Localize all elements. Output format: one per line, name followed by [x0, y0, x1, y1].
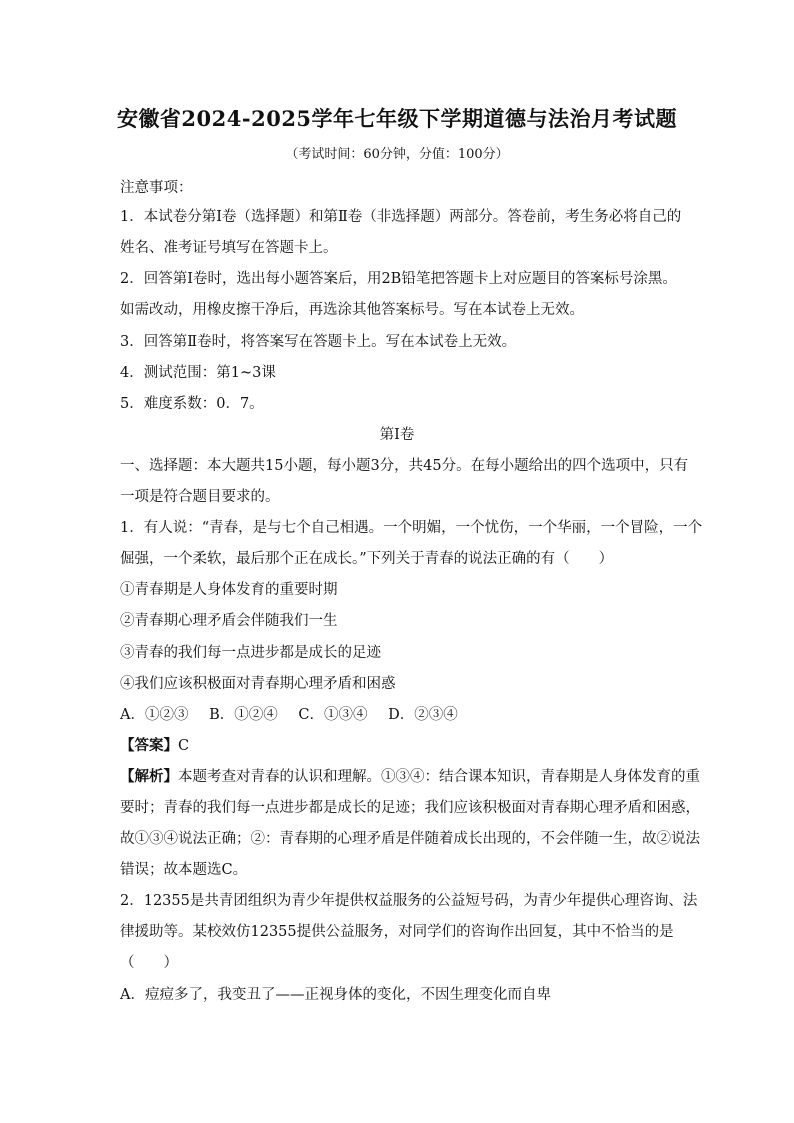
note-line: 3．回答第Ⅱ卷时，将答案写在答题卡上。写在本试卷上无效。	[120, 334, 517, 350]
volume-heading: 第Ⅰ卷	[379, 427, 415, 443]
note-line: 1．本试卷分第Ⅰ卷（选择题）和第Ⅱ卷（非选择题）两部分。答卷前，考生务必将自己的	[120, 209, 682, 225]
question-1-stem: 倔强，一个柔软，最后那个正在成长。”下列关于青春的说法正确的有（ ）	[120, 551, 614, 567]
analysis-text: 本题考查对青春的认识和理解。①③④：结合课本知识，青春期是人身体发育的重	[178, 769, 700, 785]
question-2-stem: （ ）	[120, 955, 178, 971]
question-1-statement: ①青春期是人身体发育的重要时期	[120, 582, 338, 598]
analysis-line	[120, 767, 700, 787]
section-intro: 一、选择题：本大题共15小题，每小题3分，共45分。在每小题给出的四个选项中，只有	[120, 458, 689, 474]
answer-value: C	[178, 738, 190, 754]
option-b: B．①②④	[209, 707, 278, 723]
exam-info: （考试时间：60分钟，分值：100分）	[285, 147, 509, 162]
section-intro: 一项是符合题目要求的。	[120, 489, 280, 505]
note-line: 5．难度系数：0．7。	[120, 396, 264, 412]
analysis-text: 要时；青春的我们每一点进步都是成长的足迹；我们应该积极面对青春期心理矛盾和困惑，	[120, 800, 700, 816]
analysis-label: 【解析】	[120, 768, 178, 785]
option-a: A．①②③	[120, 707, 189, 723]
answer-line	[120, 736, 680, 756]
page-title: 安徽省2024-2025学年七年级下学期道德与法治月考试题	[116, 106, 678, 131]
question-2-option-a: A．痘痘多了，我变丑了——正视身体的变化，不因生理变化而自卑	[120, 987, 551, 1003]
note-line: 4．测试范围：第1~3课	[120, 365, 276, 381]
question-2-stem: 2．12355是共青团组织为青少年提供权益服务的公益短号码，为青少年提供心理咨询、法	[120, 893, 698, 909]
answer-label: 【答案】	[120, 737, 178, 754]
note-line: 姓名、准考证号填写在答题卡上。	[120, 240, 338, 256]
analysis-text: 故①③④说法正确；②：青春期的心理矛盾是伴随着成长出现的，不会伴随一生，故②说法	[120, 831, 700, 847]
analysis-text: 错误；故本题选C。	[120, 862, 248, 878]
question-1-options	[120, 705, 680, 725]
option-d: D．②③④	[388, 707, 458, 723]
question-1-statement: ②青春期心理矛盾会伴随我们一生	[120, 613, 338, 629]
option-c: C．①③④	[298, 707, 368, 723]
question-1-stem: 1．有人说：“青春，是与七个自己相遇。一个明媚，一个忧伤，一个华丽，一个冒险，一个	[120, 520, 703, 536]
question-1-statement: ③青春的我们每一点进步都是成长的足迹	[120, 645, 381, 661]
question-1-statement: ④我们应该积极面对青春期心理矛盾和困惑	[120, 676, 396, 692]
note-line: 如需改动，用橡皮擦干净后，再选涂其他答案标号。写在本试卷上无效。	[120, 302, 584, 318]
question-2-stem: 律援助等。某校效仿12355提供公益服务，对同学们的咨询作出回复，其中不恰当的是	[120, 924, 674, 940]
note-line: 2．回答第Ⅰ卷时，选出每小题答案后，用2B铅笔把答题卡上对应题目的答案标号涂黑。	[120, 271, 677, 287]
notes-heading: 注意事项：	[120, 180, 193, 196]
